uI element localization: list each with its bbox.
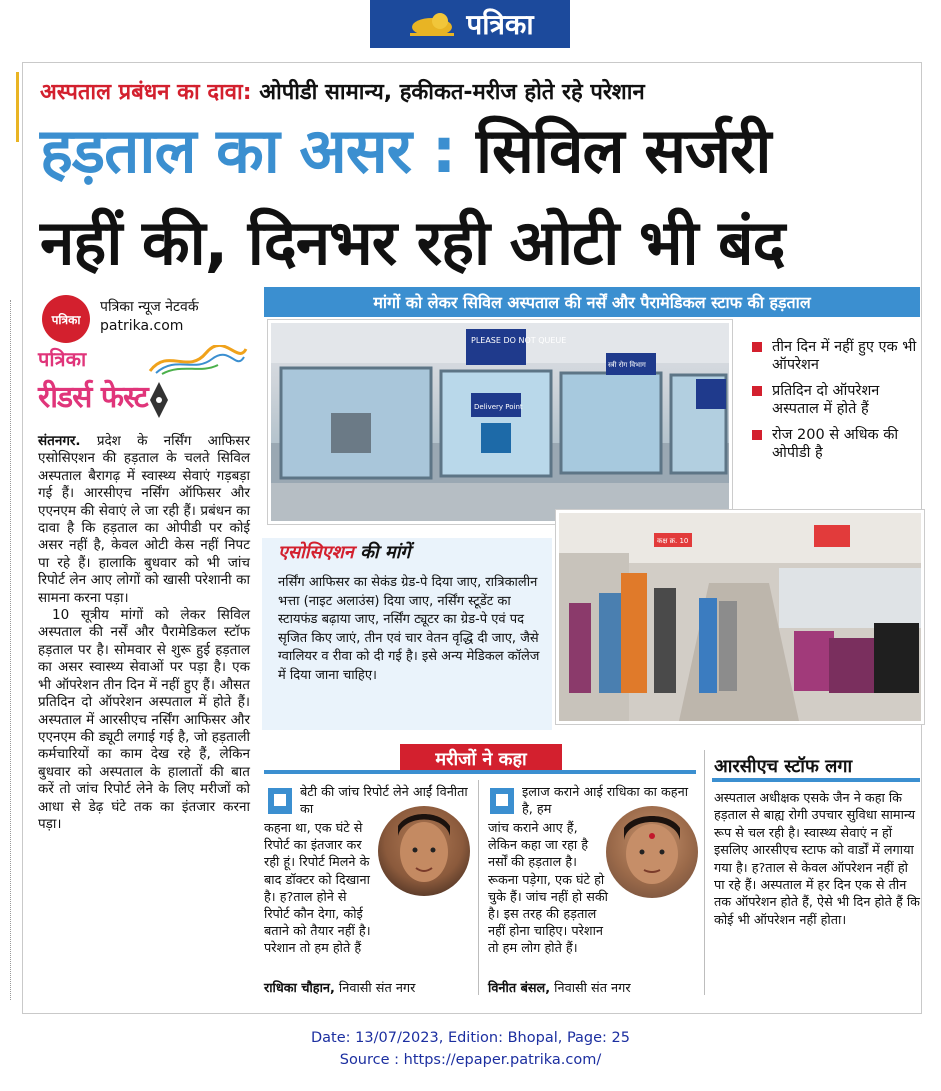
sign-please: PLEASE DO NOT QUEUE xyxy=(471,336,567,345)
fest-line-1: पत्रिका xyxy=(38,347,87,371)
portrait-illustration xyxy=(606,806,698,898)
lion-emblem-icon xyxy=(406,9,458,39)
photo-caption: मांगों को लेकर सिविल अस्पताल की नर्सें और पैरामेडिकल स्टाफ की हड़ताल xyxy=(264,287,920,317)
photo-illustration xyxy=(559,513,921,721)
quote-1-attribution xyxy=(264,978,474,996)
association-text: नर्सिंग आफिसर का सेकंड ग्रेड-पे दिया जाए, रात्रिकालीन भत्ता (नाइट अलाउंस) दिया जाए, नर्सिंग स्टूडेंट का स्टायफंड बढ़ाया जाए, नर्सिंग ट्यूटर का ग्रेड-पे एवं पद सृजित किए जाएं, तीन एवं चार वेतन वृद्धि दी जाए, जैसे ग्वालियर व रीवा को दी गई है। इसे अन्य मेडिकल कॉलेज में दिया जाना चाहिए। xyxy=(278,575,540,683)
portrait-illustration xyxy=(378,806,470,896)
key-points xyxy=(752,338,920,470)
sign-room-10: कक्ष क्र. 10 xyxy=(657,537,689,545)
association-title-red: एसोसिएशन xyxy=(278,542,354,563)
key-point-text: प्रतिदिन दो ऑपरेशन अस्पताल में होते हैं xyxy=(772,383,880,417)
quote-1-place: निवासी संत नगर xyxy=(334,981,416,996)
quote-2-attribution xyxy=(488,978,698,996)
body-lead: संतनगर. xyxy=(38,433,81,449)
headline-line-2: नहीं की, दिनभर रही ओटी भी बंद xyxy=(40,206,785,279)
photo-illustration xyxy=(271,323,729,521)
section-rule xyxy=(264,770,696,774)
sign-gynae: स्त्री रोग विभाग xyxy=(608,361,646,369)
quote-2-intro: इलाज कराने आई राधिका का कहना है, हम xyxy=(522,785,689,818)
fest-line-2: रीडर्स फेस्ट xyxy=(38,380,148,415)
column-divider xyxy=(704,750,705,995)
association-title-rest: की मांगें xyxy=(353,542,411,563)
key-point xyxy=(752,382,920,418)
association-title xyxy=(278,540,410,564)
edition-date: Date: 13/07/2023, Edition: Bhopal, Page: 25 xyxy=(311,1030,630,1046)
fountain-pen-icon xyxy=(148,380,170,420)
readers-fest-logo xyxy=(38,345,248,425)
headline-part-1: सिविल सर्जरी xyxy=(475,114,771,187)
source-link[interactable]: Source : https://epaper.patrika.com/ xyxy=(339,1052,602,1068)
kicker xyxy=(40,76,645,106)
page-edge-rule xyxy=(4,300,11,1000)
patient-portrait-1 xyxy=(378,806,470,896)
quote-icon xyxy=(490,788,514,814)
key-point xyxy=(752,426,920,462)
body-paragraph-1: प्रदेश के नर्सिंग आफिसर एसोसिएशन की हड़ताल के चलते सिविल अस्पताल बैरागढ़ में स्वास्थ्य सेवाएं गड़बड़ा गई हैं। आरसीएच नर्सिंग ऑफिसर और एएनएम की सेवाएं ले जा रही हैं। प्रबंधन का दावा है कि हड़ताल का ओपीडी पर कोई असर नहीं है, केवल ओटी केस नहीं निपट पा रहे हैं। हालाकि बुधवार को भी जांच रिपोर्ट लेन आए लोगों को खासी परेशानी का सामना करना पड़ा। xyxy=(38,433,250,606)
sign-delivery: Delivery Point xyxy=(474,403,523,411)
patient-portrait-2 xyxy=(606,806,698,898)
bullet-square-icon xyxy=(752,342,762,352)
byline-site[interactable]: patrika.com xyxy=(100,318,184,334)
bullet-square-icon xyxy=(752,430,762,440)
quote-2-name: विनीत बंसल, xyxy=(488,981,551,996)
quote-2-place: निवासी संत नगर xyxy=(550,981,631,996)
column-divider xyxy=(478,780,479,995)
patients-section-header: मरीजों ने कहा xyxy=(400,744,562,774)
quote-2-text: जांच कराने आए हैं, लेकिन कहा जा रहा है नर्सों की हड़ताल है। रूकना पड़ेगा, एक घंटे हो चुके हैं। जांच नहीं हो सकी है। इस तरह की हड़ताल नहीं होना चाहिए। परेशान तो हम लोग होते हैं। xyxy=(488,821,608,957)
rch-text: अस्पताल अधीक्षक एसके जैन ने कहा कि हड़ताल से बाह्य रोगी उपचार सुविधा सामान्य रूप से चल रही है। स्वास्थ्य सेवाएं न हों इसलिए आरसीएच स्टाफ को वार्डों में लगाया गया है। ह?ताल से केवल ऑपरेशन नहीं हो पा रहे हैं। अस्पताल में हर दिन एक से तीन तक ऑपरेशन होते हैं, ऐसे भी दिन होते हैं कि कोई भी ऑपरेशन नहीं होता। xyxy=(714,791,920,928)
brand-name: पत्रिका xyxy=(466,8,534,41)
byline-logo: पत्रिका xyxy=(42,295,90,343)
rch-section-header: आरसीएच स्टॉफ लगा xyxy=(714,756,853,777)
key-point-text: रोज 200 से अधिक की ओपीडी है xyxy=(772,427,899,461)
byline-network: पत्रिका न्यूज नेटवर्क xyxy=(100,299,199,315)
hospital-corridor-photo xyxy=(556,510,924,724)
quote-1-name: राधिका चौहान, xyxy=(264,981,335,996)
quote-1-intro: बेटी की जांच रिपोर्ट लेने आईं विनीता का xyxy=(300,785,468,818)
masthead-logo[interactable] xyxy=(370,0,570,48)
headline-colored: हड़ताल का असर : xyxy=(40,114,456,187)
kicker-label: अस्पताल प्रबंधन का दावा: xyxy=(40,80,252,105)
key-point xyxy=(752,338,920,374)
swirl-decoration-icon xyxy=(148,345,248,375)
bullet-square-icon xyxy=(752,386,762,396)
kicker-text: ओपीडी सामान्य, हकीकत-मरीज होते रहे परेशान xyxy=(259,80,645,105)
headline-line-1 xyxy=(40,114,771,187)
page-edge-marker xyxy=(0,72,19,142)
body-paragraph-2: 10 सूत्रीय मांगों को लेकर सिविल अस्पताल की नर्सें और पैरामेडिकल स्टॉफ हड़ताल पर है। सोमवार से शुरू हुई हड़ताल का असर स्वास्थ्य सेवाओं पर पड़ा है। एक भी ऑपरेशन तीन दिन में नहीं हुए हैं। औसत प्रतिदिन दो ऑपरेशन अस्पताल में होते हैं। अस्पताल में आरसीएच नर्सिंग आफिसर और एएनएम की ड्यूटी लगाई गई है, जो हड़ताली कर्मचारियों का काम देख रहे हैं, लेकिन बुधवार को अस्पताल के हालातों की बात करें तो जांच रिपोर्ट लेने के लिए मरीजों को आधा से डेढ़ घंटे तक का इंतजार करना पड़ा। xyxy=(38,607,250,832)
hospital-counter-photo xyxy=(268,320,732,524)
quote-1-text: कहना था, एक घंटे से रिपोर्ट का इंतजार कर रही हूं। रिपोर्ट मिलने के बाद डॉक्टर को दिखाना है। ह?ताल होने से रिपोर्ट कौन देगा, कोई बताने को तैयार नहीं है। परेशान तो हम होते हैं xyxy=(264,821,371,957)
section-rule xyxy=(712,778,920,782)
key-point-text: तीन दिन में नहीं हुए एक भी ऑपरेशन xyxy=(772,339,917,373)
quote-icon xyxy=(268,788,292,814)
article-body xyxy=(38,433,250,833)
